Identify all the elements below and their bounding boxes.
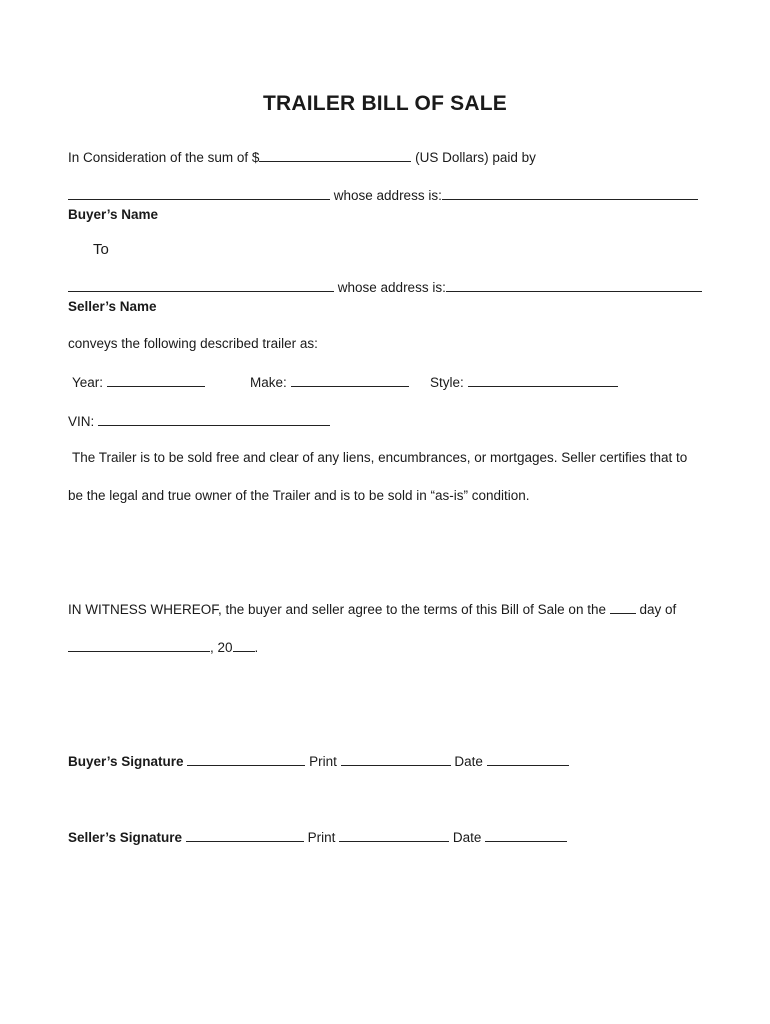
seller-print-field[interactable] <box>339 828 449 842</box>
witness-day-field[interactable] <box>610 600 636 614</box>
make-row <box>250 373 409 392</box>
witness-year-suffix: . <box>254 640 259 655</box>
buyer-address-field[interactable] <box>442 186 698 200</box>
style-field[interactable] <box>468 373 618 387</box>
buyer-date-label: Date <box>454 754 483 769</box>
consideration-line <box>68 148 536 167</box>
witness-year-prefix: , 20 <box>210 640 233 655</box>
consideration-prefix: In Consideration of the sum of $ <box>68 150 260 165</box>
seller-date-label: Date <box>452 830 482 845</box>
buyer-signature-row <box>68 752 569 771</box>
witness-line <box>68 600 676 619</box>
witness-month-field[interactable] <box>68 638 210 652</box>
seller-signature-label: Seller’s Signature <box>68 830 183 845</box>
buyer-whose-address: whose address is: <box>333 188 442 203</box>
year-row <box>72 373 205 392</box>
buyer-name-field[interactable] <box>68 186 330 200</box>
witness-day-of: day of <box>639 602 677 617</box>
seller-print-label: Print <box>307 830 336 845</box>
seller-line <box>68 278 702 297</box>
seller-date-field[interactable] <box>485 828 567 842</box>
buyer-name-label: Buyer’s Name <box>68 207 159 222</box>
year-label: Year: <box>72 375 104 390</box>
consideration-suffix: (US Dollars) paid by <box>415 150 536 165</box>
seller-signature-row <box>68 828 567 847</box>
style-label: Style: <box>430 375 464 390</box>
paragraph-line-2: be the legal and true owner of the Trailer and is to be sold in “as-is” condition. <box>68 488 530 503</box>
vin-row <box>68 412 330 431</box>
make-field[interactable] <box>291 373 409 387</box>
witness-date-line <box>68 638 258 657</box>
witness-year-field[interactable] <box>233 638 255 652</box>
vin-field[interactable] <box>98 412 330 426</box>
buyer-line <box>68 186 698 205</box>
year-field[interactable] <box>107 373 205 387</box>
paragraph-line-1: The Trailer is to be sold free and clear of any liens, encumbrances, or mortgages. Seller certifies that to <box>72 450 688 465</box>
seller-name-field[interactable] <box>68 278 334 292</box>
seller-signature-field[interactable] <box>186 828 304 842</box>
vin-label: VIN: <box>68 414 95 429</box>
amount-field[interactable] <box>259 148 411 162</box>
buyer-signature-field[interactable] <box>187 752 305 766</box>
buyer-print-label: Print <box>309 754 337 769</box>
document-title: TRAILER BILL OF SALE <box>263 92 507 115</box>
to-label: To <box>93 241 109 258</box>
conveys-text: conveys the following described trailer as: <box>68 336 318 351</box>
style-row <box>430 373 618 392</box>
seller-address-field[interactable] <box>446 278 702 292</box>
make-label: Make: <box>250 375 287 390</box>
seller-whose-address: whose address is: <box>337 280 446 295</box>
witness-text: IN WITNESS WHEREOF, the buyer and seller agree to the terms of this Bill of Sale on the <box>68 602 606 617</box>
buyer-date-field[interactable] <box>487 752 569 766</box>
seller-name-label: Seller’s Name <box>68 299 157 314</box>
buyer-print-field[interactable] <box>341 752 451 766</box>
buyer-signature-label: Buyer’s Signature <box>68 754 184 769</box>
